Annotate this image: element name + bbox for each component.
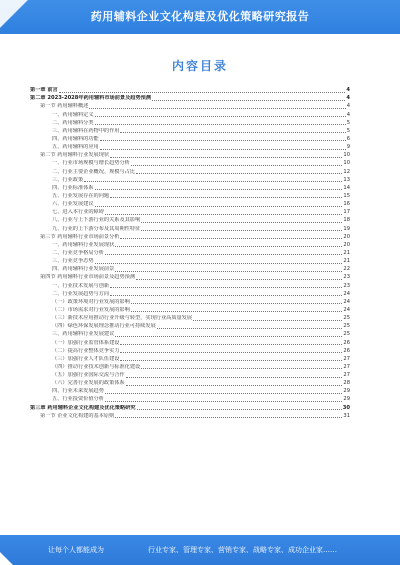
toc-entry[interactable]: [30, 110, 350, 118]
toc-page-number: 17: [343, 209, 350, 216]
toc-entry[interactable]: [30, 347, 350, 355]
toc-page-number: 4: [346, 95, 350, 102]
toc-entry[interactable]: [30, 200, 350, 208]
toc-page-number: 25: [343, 315, 350, 322]
toc-entry-title: 四、行业标准体系: [52, 184, 94, 191]
toc-entry[interactable]: [30, 371, 350, 379]
toc-leader-dots: [126, 377, 343, 378]
toc-entry[interactable]: [30, 159, 350, 167]
toc-page-number: 23: [343, 274, 350, 281]
toc-entry-title: 一、行业市场规模与增长趋势分析: [52, 160, 130, 167]
toc-leader-dots: [141, 230, 342, 231]
toc-entry-title: 第三节 药用辅料行业市场前景分析: [40, 233, 120, 240]
toc-entry[interactable]: [30, 151, 350, 159]
toc-entry-title: 四、药用辅料行业发展前景: [52, 266, 115, 273]
toc-leader-dots: [141, 368, 342, 369]
toc-entry-title: 三、药用辅料在药物中的作用: [52, 127, 120, 134]
toc-entry-title: 六、行业发展建议: [52, 201, 94, 208]
toc-page-number: 10: [343, 152, 350, 159]
toc-leader-dots: [110, 287, 342, 288]
toc-page-number: 5: [346, 127, 350, 134]
toc-leader-dots: [95, 116, 346, 117]
toc-leader-dots: [136, 279, 342, 280]
toc-leader-dots: [120, 132, 345, 133]
toc-entry[interactable]: [30, 330, 350, 338]
toc-entry[interactable]: [30, 135, 350, 143]
toc-entry-title: 七、进入本行业的障碍: [52, 209, 104, 216]
toc-leader-dots: [120, 352, 342, 353]
toc-leader-dots: [59, 92, 346, 93]
footer-decoration: [0, 535, 40, 565]
toc-entry[interactable]: [30, 265, 350, 273]
toc-page-number: 5: [346, 119, 350, 126]
toc-leader-dots: [95, 263, 343, 264]
toc-entry-title: 三、行业竞争态势: [52, 258, 94, 265]
toc-heading: 内容目录: [171, 59, 228, 73]
toc-page-number: 27: [343, 363, 350, 370]
toc-leader-dots: [152, 100, 345, 101]
toc-entry-title: 第四节 药用辅料行业市场前景及趋势预测: [40, 274, 136, 281]
toc-page-number: 27: [343, 372, 350, 379]
toc-entry-title: 第一章 前言: [30, 87, 58, 94]
toc-leader-dots: [120, 360, 342, 361]
toc-page-number: 24: [343, 290, 350, 297]
toc-entry[interactable]: [30, 281, 350, 289]
toc-entry[interactable]: [30, 314, 350, 322]
toc-entry-title: 第二节 药用辅料行业发展现状: [40, 152, 110, 159]
toc-entry[interactable]: [30, 102, 350, 110]
toc-entry[interactable]: [30, 257, 350, 265]
footer-banner: [0, 535, 400, 565]
toc-leader-dots: [115, 271, 342, 272]
toc-entry[interactable]: [30, 94, 350, 102]
toc-page-number: 22: [343, 266, 350, 273]
toc-page-number: 20: [343, 233, 350, 240]
toc-entry[interactable]: [30, 192, 350, 200]
toc-leader-dots: [126, 385, 343, 386]
toc-page-number: 28: [343, 380, 350, 387]
toc-entry-title: （二）提高行业整体竞争实力: [52, 347, 120, 354]
toc-leader-dots: [115, 336, 342, 337]
toc-entry[interactable]: [30, 224, 350, 232]
table-of-contents: [30, 86, 350, 420]
toc-entry[interactable]: [30, 233, 350, 241]
toc-page-number: 21: [343, 258, 350, 265]
footer-slogan-right: 行业专家、管理专家、营销专家、战略专家、成功企业家……: [148, 546, 337, 554]
toc-page-number: 29: [343, 388, 350, 395]
toc-entry-title: 九、行业的上下游分布及其周期性特征: [52, 225, 141, 232]
toc-page-number: 26: [343, 347, 350, 354]
toc-page-number: 6: [346, 135, 350, 142]
toc-page-number: 14: [343, 184, 350, 191]
toc-page-number: 15: [343, 192, 350, 199]
toc-entry-title: 一、药用辅料行业发展现状: [52, 241, 115, 248]
toc-entry[interactable]: [30, 379, 350, 387]
toc-entry[interactable]: [30, 355, 350, 363]
toc-leader-dots: [131, 165, 343, 166]
toc-entry-title: 二、行业竞争格局分析: [52, 249, 104, 256]
toc-entry[interactable]: [30, 387, 350, 395]
toc-leader-dots: [115, 246, 342, 247]
toc-entry-title: 三、药用辅料行业发展建议: [52, 331, 115, 338]
toc-leader-dots: [157, 328, 343, 329]
footer-slogan-left: 让每个人都能成为: [48, 546, 104, 554]
toc-entry-title: 五、行业发展存在的问题: [52, 192, 110, 199]
toc-entry-title: 第一节 药用辅料概述: [40, 103, 89, 110]
toc-entry[interactable]: [30, 363, 350, 371]
toc-entry-title: （三）加强行业人才队伍建设: [52, 355, 120, 362]
toc-page-number: 9: [346, 144, 350, 151]
toc-leader-dots: [115, 417, 342, 418]
toc-entry[interactable]: [30, 216, 350, 224]
toc-leader-dots: [131, 303, 343, 304]
toc-entry-title: 四、药用辅料的功能: [52, 135, 99, 142]
toc-leader-dots: [100, 140, 346, 141]
toc-page-number: 31: [343, 412, 350, 419]
toc-entry[interactable]: [30, 322, 350, 330]
toc-leader-dots: [105, 401, 343, 402]
toc-page-number: 12: [343, 168, 350, 175]
toc-entry[interactable]: [30, 127, 350, 135]
toc-entry-title: （二）市场需求对行业发展的影响: [52, 306, 130, 313]
toc-leader-dots: [110, 295, 342, 296]
header-banner: [0, 0, 400, 34]
toc-entry-title: 一、行业技术发展与创新: [52, 282, 110, 289]
toc-page-number: 30: [342, 404, 350, 411]
toc-entry-title: （三）新技术应用推动行业升级与转型，实现行业高质量发展: [52, 315, 193, 322]
toc-leader-dots: [193, 320, 342, 321]
toc-entry-title: 二、行业发展趋势与方向: [52, 290, 110, 297]
toc-page-number: 25: [343, 323, 350, 330]
toc-entry[interactable]: [30, 249, 350, 257]
toc-page-number: 4: [346, 111, 350, 118]
toc-entry[interactable]: [30, 395, 350, 403]
toc-page-number: 4: [346, 87, 350, 94]
toc-leader-dots: [110, 157, 342, 158]
toc-leader-dots: [95, 206, 343, 207]
toc-entry-title: （四）绿色环保发展理念推动行业可持续发展: [52, 323, 156, 330]
document-title: 药用辅料企业文化构建及优化策略研究报告: [90, 10, 310, 23]
toc-page-number: 10: [343, 160, 350, 167]
toc-entry[interactable]: [30, 176, 350, 184]
toc-leader-dots: [100, 149, 346, 150]
toc-leader-dots: [95, 189, 343, 190]
toc-page-number: 4: [346, 103, 350, 110]
toc-page-number: 27: [343, 355, 350, 362]
toc-page-number: 23: [343, 282, 350, 289]
toc-entry-title: 三、行业政策: [52, 176, 84, 183]
toc-page-number: 19: [343, 225, 350, 232]
toc-entry-title: 第一节 企业文化构建的基本原则: [40, 412, 115, 419]
toc-entry[interactable]: [30, 338, 350, 346]
toc-leader-dots: [131, 311, 343, 312]
toc-entry[interactable]: [30, 184, 350, 192]
toc-entry[interactable]: [30, 298, 350, 306]
toc-entry-title: 第三章 药用辅料企业文化构建及优化策略研究: [30, 404, 136, 411]
toc-entry[interactable]: [30, 167, 350, 175]
toc-entry[interactable]: [30, 86, 350, 94]
toc-page-number: 24: [343, 306, 350, 313]
toc-entry-title: 二、行业主要企业概况、规模与占比: [52, 168, 136, 175]
toc-entry-title: （一）加强行业监管体系建设: [52, 339, 120, 346]
toc-entry-title: 五、行业投资价值分析: [52, 396, 104, 403]
toc-leader-dots: [137, 409, 342, 410]
toc-entry[interactable]: [30, 273, 350, 281]
toc-page-number: 29: [343, 396, 350, 403]
toc-entry-title: 第二章 2023-2028年药用辅料市场前景及趋势预测: [30, 95, 152, 102]
toc-entry-title: （五）加强行业国际交流与合作: [52, 372, 125, 379]
toc-entry[interactable]: [30, 241, 350, 249]
toc-entry-title: 二、药用辅料分类: [52, 119, 94, 126]
toc-page-number: 24: [343, 298, 350, 305]
toc-entry-title: 四、行业未来发展趋势: [52, 388, 104, 395]
toc-leader-dots: [136, 173, 342, 174]
toc-entry-title: 八、行业与上下游行业的关系及其影响: [52, 217, 141, 224]
toc-leader-dots: [105, 393, 343, 394]
toc-entry-title: （六）完善行业发展的政策体系: [52, 380, 125, 387]
toc-entry[interactable]: [30, 403, 350, 411]
toc-entry-title: （四）推动行业技术创新与标准化建设: [52, 363, 141, 370]
toc-leader-dots: [105, 254, 343, 255]
toc-entry[interactable]: [30, 143, 350, 151]
toc-entry-title: 一、药用辅料定义: [52, 111, 94, 118]
toc-page-number: 18: [343, 217, 350, 224]
toc-leader-dots: [141, 222, 342, 223]
toc-entry[interactable]: [30, 306, 350, 314]
toc-leader-dots: [110, 197, 342, 198]
toc-leader-dots: [89, 108, 345, 109]
toc-leader-dots: [105, 214, 343, 215]
toc-page-number: 16: [343, 201, 350, 208]
toc-leader-dots: [84, 181, 342, 182]
toc-entry[interactable]: [30, 119, 350, 127]
toc-leader-dots: [120, 344, 342, 345]
toc-page-number: 13: [343, 176, 350, 183]
toc-page-number: 20: [343, 241, 350, 248]
toc-entry[interactable]: [30, 290, 350, 298]
toc-entry-title: （一）政策环境对行业发展的影响: [52, 298, 130, 305]
toc-leader-dots: [120, 238, 342, 239]
toc-entry[interactable]: [30, 412, 350, 420]
toc-entry[interactable]: [30, 208, 350, 216]
toc-leader-dots: [95, 124, 346, 125]
toc-page-number: 26: [343, 339, 350, 346]
toc-entry-title: 五、药用辅料的应用: [52, 144, 99, 151]
toc-page-number: 25: [343, 331, 350, 338]
toc-page-number: 21: [343, 249, 350, 256]
